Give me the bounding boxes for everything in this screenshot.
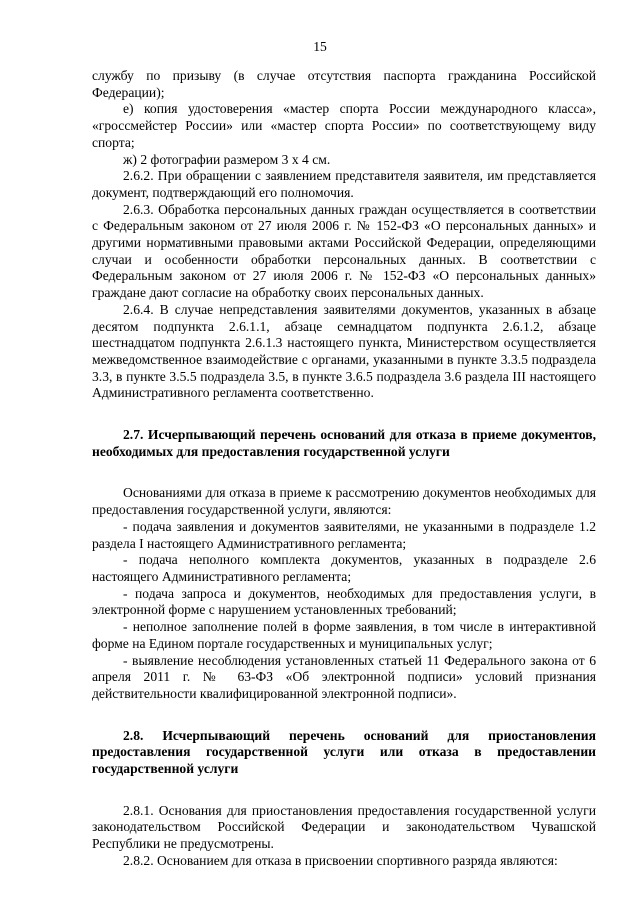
section-heading-2-8: 2.8. Исчерпывающий перечень оснований для приостановления предоставления государственной услуги или отказа в предоставлении государственной услуги bbox=[92, 727, 596, 777]
list-item: - подача запроса и документов, необходимых для предоставления услуги, в электронной форме с нарушением установленных требований; bbox=[92, 585, 596, 618]
section-heading-2-7: 2.7. Исчерпывающий перечень оснований для отказа в приеме документов, необходимых для предоставления государственной услуги bbox=[92, 427, 596, 459]
paragraph: службу по призыву (в случае отсутствия паспорта гражданина Российской Федерации); bbox=[92, 68, 596, 100]
paragraph: 2.8.1. Основания для приостановления предоставления государственной услуги законодательством Российской Федерации и законодательством Чувашской Республики не предусмотрены. bbox=[92, 802, 596, 852]
section-intro: Основаниями для отказа в приеме к рассмотрению документов необходимых для предоставления государственной услуги, являются: bbox=[92, 485, 596, 518]
list-item: - подача неполного комплекта документов, указанных в подразделе 2.6 настоящего Административного регламента; bbox=[92, 552, 596, 584]
page-number: 15 bbox=[313, 39, 327, 54]
list-item: - подача заявления и документов заявителями, не указанными в подразделе 1.2 раздела I настоящего Административного регламента; bbox=[92, 518, 596, 551]
paragraph: 2.6.3. Обработка персональных данных граждан осуществляется в соответствии с Федеральным законом от 27 июля 2006 г. № 152-ФЗ «О персональных данных» и другими нормативными правовыми актами Российской Федерации, определяющими случаи и особенности обработки персональных данных. В соответствии с Федеральным законом от 27 июля 2006 г. № 152-ФЗ «О персональных данных» граждане дают согласие на обработку своих персональных данных. bbox=[92, 201, 596, 301]
paragraph: 2.6.2. При обращении с заявлением представителя заявителя, им представляется документ, подтверждающий его полномочия. bbox=[92, 168, 596, 200]
paragraph: 2.6.4. В случае непредставления заявителями документов, указанных в абзаце десятом подпункта 2.6.1.1, абзаце семнадцатом подпункта 2.6.1.2, абзаце шестнадцатом подпункта 2.6.1.3 настоящего пункта, Министерством осуществляется межведомственное взаимодействие с органами, указанными в пункте 3.3.5 подраздела 3.3, в пункте 3.5.5 подраздела 3.5, в пункте 3.6.5 подраздела 3.6 раздела III настоящего Административного регламента соответственно. bbox=[92, 301, 596, 401]
list-item: - выявление несоблюдения установленных статьей 11 Федерального закона от 6 апреля 2011 г. № 63-ФЗ «Об электронной подписи» условий признания действительности квалифицированной электронной подписи». bbox=[92, 652, 596, 701]
list-item: - неполное заполнение полей в форме заявления, в том числе в интерактивной форме на Едином портале государственных и муниципальных услуг; bbox=[92, 619, 596, 651]
paragraph: ж) 2 фотографии размером 3 х 4 см. bbox=[123, 151, 331, 167]
paragraph: 2.8.2. Основанием для отказа в присвоении спортивного разряда являются: bbox=[123, 852, 558, 868]
document-body bbox=[92, 68, 596, 870]
paragraph: е) копия удостоверения «мастер спорта России международного класса», «гроссмейстер России» или «мастер спорта России» по соответствующему виду спорта; bbox=[92, 101, 596, 150]
